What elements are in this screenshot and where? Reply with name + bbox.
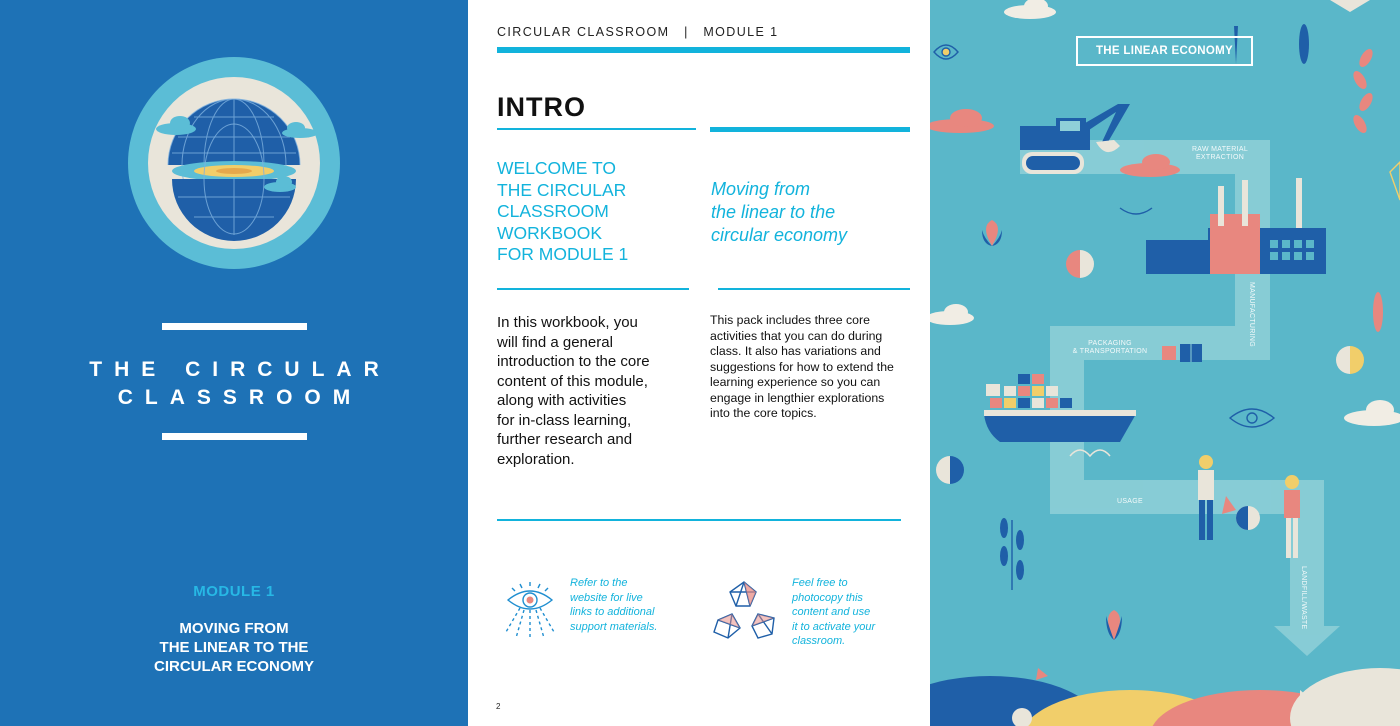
stage-label: & TRANSPORTATION (1072, 348, 1148, 355)
tagline-line: circular economy (711, 225, 848, 245)
body-line: exploration. (497, 450, 575, 468)
note-photocopy (792, 576, 875, 649)
globe-illustration (128, 57, 340, 269)
body-line: into the core topics. (710, 406, 817, 420)
cover-subtitle-line1: MOVING FROM (179, 620, 289, 637)
cover-rule-bottom (162, 433, 307, 440)
cover-title-line1: THE CIRCULAR (89, 358, 391, 381)
note-line: photocopy this (792, 591, 863, 604)
welcome-line: FOR MODULE 1 (497, 244, 629, 264)
stage-raw-material (1180, 146, 1260, 162)
cover-rule-top (162, 323, 307, 330)
page-number: 2 (496, 702, 501, 711)
body-line: activities that you can do during (710, 328, 883, 343)
note-line: Refer to the (570, 577, 628, 589)
note-line: Feel free to (792, 577, 848, 589)
linear-economy-badge: THE LINEAR ECONOMY (1076, 36, 1253, 66)
body-line: further research and (497, 431, 633, 448)
note-line: website for live (570, 591, 643, 604)
linear-economy-illustration (930, 0, 1400, 726)
parcel-icon (1162, 344, 1202, 362)
divider-right (718, 288, 910, 290)
stage-label: EXTRACTION (1195, 154, 1245, 161)
note-line: links to additional (570, 606, 655, 618)
tagline-line: the linear to the (711, 202, 836, 222)
divider-wide (497, 519, 901, 521)
body-line: content of this module, (497, 372, 648, 390)
welcome-line: CLASSROOM (497, 201, 609, 221)
cover-panel (0, 0, 468, 726)
body-line: for in-class learning, (497, 411, 632, 429)
stage-label: RAW MATERIAL (1191, 146, 1249, 153)
title-accent-bar (710, 127, 910, 132)
welcome-line: WELCOME TO (497, 158, 616, 178)
eye-icon (502, 580, 558, 647)
cover-subtitle (0, 619, 468, 676)
body-line: class. It also has variations and (710, 344, 881, 358)
header-bar (497, 47, 910, 53)
stage-landfill: LANDFILL/WASTE (1300, 566, 1307, 630)
cover-module-label: MODULE 1 (193, 583, 275, 600)
illustration-art (930, 0, 1400, 726)
cover-subtitle-line3: CIRCULAR ECONOMY (154, 658, 314, 675)
welcome-line: THE CIRCULAR (497, 179, 627, 200)
welcome-line: WORKBOOK (497, 222, 603, 243)
stage-manufacturing: MANUFACTURING (1248, 282, 1255, 347)
body-line: introduction to the core (497, 353, 650, 370)
divider-left (497, 288, 689, 290)
body-line: suggestions for how to extend the (710, 359, 894, 374)
body-line: This pack includes three core (710, 313, 870, 327)
note-website (570, 576, 657, 634)
body-line: along with activities (497, 392, 627, 409)
note-line: content and use (792, 606, 871, 618)
note-line: it to activate your (792, 620, 876, 633)
body-line: learning experience so you can (710, 375, 881, 389)
note-line: support materials. (570, 620, 658, 633)
body-text-left (497, 313, 672, 469)
stage-usage: USAGE (1116, 498, 1143, 505)
hills (930, 668, 1400, 726)
body-text-right (710, 313, 915, 422)
tagline (711, 178, 911, 247)
crystal-icon (710, 578, 780, 649)
body-line: In this workbook, you (497, 314, 638, 331)
tagline-line: Moving from (711, 179, 811, 199)
title-underline (497, 128, 696, 130)
cover-title-line2: CLASSROOM (117, 386, 363, 409)
body-line: will find a general (497, 333, 613, 351)
page-header: CIRCULAR CLASSROOM | MODULE 1 (497, 25, 779, 39)
intro-page (468, 0, 930, 726)
cover-subtitle-line2: THE LINEAR TO THE (159, 639, 309, 656)
stage-label: PACKAGING (1088, 340, 1132, 347)
body-line: engage in lengthier explorations (710, 390, 885, 405)
stage-packaging (1060, 340, 1160, 356)
welcome-heading (497, 158, 697, 266)
note-line: classroom. (792, 635, 846, 647)
page-title: INTRO (497, 92, 586, 122)
